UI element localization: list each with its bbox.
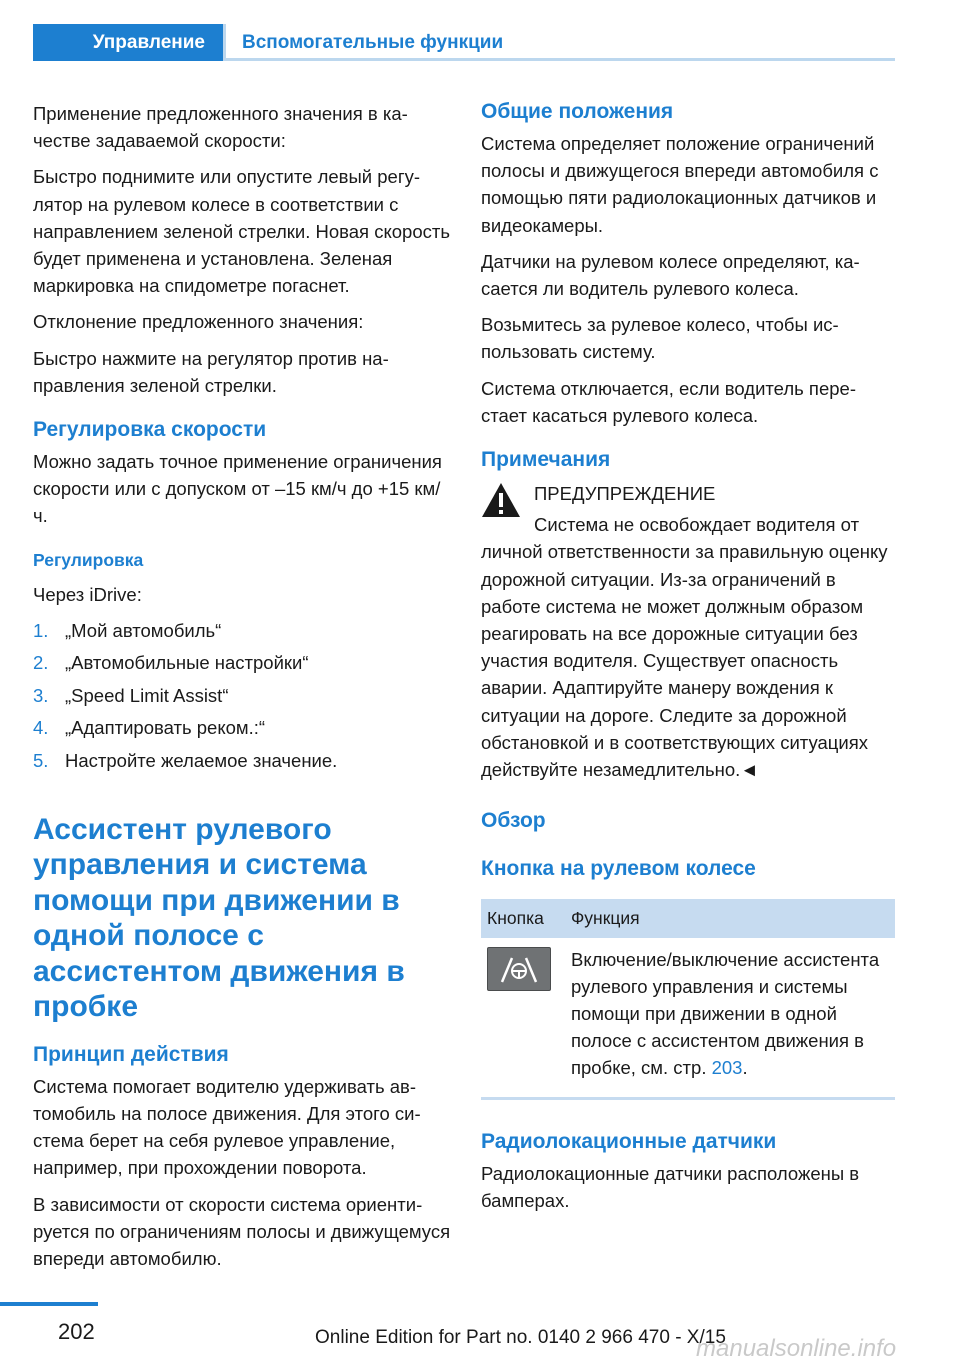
warning-block: [481, 480, 895, 783]
page-number: 202: [58, 1319, 95, 1344]
table-row: [481, 938, 895, 1091]
step-text: „Автомобильные настройки“: [65, 652, 309, 674]
column-header-function: Функция: [565, 899, 895, 938]
paragraph: Система отключается, если водитель перестает касаться рулевого колеса.: [481, 377, 856, 426]
heading-regulation: Регулировка: [33, 549, 144, 570]
list-item: [33, 650, 453, 676]
step-number: 3.: [33, 684, 49, 706]
header-separator: [223, 24, 226, 61]
step-number: 4.: [33, 717, 49, 739]
paragraph: В зависимости от скорости система ориентируется по ограничениям полосы и движущемуся впереди автомобилю.: [33, 1193, 451, 1270]
header-rule: [223, 58, 895, 61]
step-text: „Мой автомобиль“: [65, 619, 222, 641]
step-text: „Адаптировать реком.:“: [65, 717, 266, 739]
paragraph: Применение предложенного значения в качестве задаваемой скорости:: [33, 103, 408, 152]
section-tab-auxiliary[interactable]: Вспомогательные функции: [242, 31, 504, 53]
table-header-row: [481, 899, 895, 938]
edition-note: Online Edition for Part no. 0140 2 966 470 - X/15: [315, 1327, 726, 1348]
list-item: [33, 748, 453, 774]
heading-notes: Примечания: [481, 448, 611, 472]
function-text: Включение/выключение ассистента рулевого управления и системы помощи при движении в одной полосе с ассистентом движения в пробке, см. стр.: [571, 949, 880, 1079]
table-bottom-rule: [481, 1097, 895, 1100]
watermark: manualsonline.info: [696, 1335, 897, 1362]
paragraph: Радиолокационные датчики расположены в бамперах.: [481, 1163, 860, 1212]
paragraph: Отклонение предложенного значения:: [33, 311, 364, 333]
section-tab-control[interactable]: [33, 24, 223, 61]
paragraph: Возьмитесь за рулевое колесо, чтобы использовать систему.: [481, 314, 839, 363]
chapter-title: Ассистент рулевого управления и система помощи при движении в одной полосе с ассистентом движения в пробке: [33, 812, 405, 1024]
heading-principle: Принцип действия: [33, 1042, 229, 1066]
function-text-end: .: [742, 1057, 748, 1079]
list-item: [33, 715, 453, 741]
lane-steering-icon: [488, 948, 550, 990]
step-number: 2.: [33, 652, 49, 674]
heading-radar: Радиолокационные датчики: [481, 1130, 777, 1154]
steering-assistant-button-icon: [487, 947, 551, 991]
paragraph: Система определяет положение ограничений полосы и движущегося впереди автомобиля с помощью пяти радиолокационных датчиков и видеокамеры.: [481, 133, 879, 236]
heading-overview: Обзор: [481, 809, 546, 833]
page-reference-link[interactable]: 203: [711, 1057, 743, 1079]
step-text: Настройте желаемое значение.: [65, 749, 338, 771]
step-number: 1.: [33, 619, 49, 641]
heading-general: Общие положения: [481, 100, 674, 123]
warning-title: ПРЕДУПРЕЖДЕНИЕ: [534, 483, 716, 505]
paragraph: Быстро нажмите на регулятор против направления зеленой стрелки.: [33, 347, 389, 396]
idrive-steps-list: [33, 618, 453, 774]
column-header-button: Кнопка: [481, 899, 565, 938]
paragraph: Можно задать точное применение ограничения скорости или с допуском от –15 км/ч до +15 км/ч.: [33, 451, 442, 527]
warning-triangle-icon: [481, 482, 521, 518]
warning-text: личной ответственности за правильную оценку дорожной ситуации. Из-за ограничений в работе система не может должным образом реагировать на все дорожные ситуации без участия водителя. Существует опасность аварии. Адаптируйте манеру вождения к ситуации на дороге. Следите за дорожной обстановкой и в соответствующих ситуациях действуйте незамедлительно.◄: [481, 541, 888, 781]
function-cell: [565, 938, 895, 1091]
right-column: [481, 100, 895, 1224]
paragraph: Система помогает водителю удерживать автомобиль на полосе движения. Для этого система берет на себя рулевое управление, например, при прохождении поворота.: [33, 1075, 421, 1179]
footer-rule: [0, 1302, 98, 1306]
warning-text-first-line: Система не освобождает водителя от: [534, 514, 860, 536]
button-cell: [481, 938, 565, 1091]
step-text: „Speed Limit Assist“: [65, 684, 229, 706]
section-tab-control-label: Управление: [92, 31, 205, 53]
heading-steering-button: Кнопка на рулевом колесе: [481, 857, 756, 881]
heading-speed-regulation: Регулировка скорости: [33, 418, 267, 442]
list-item: [33, 683, 453, 709]
list-item: [33, 618, 453, 644]
step-number: 5.: [33, 749, 49, 771]
button-function-table: [481, 899, 895, 1091]
paragraph: Быстро поднимите или опустите левый регулятор на рулевом колесе в соответствии с направлением зеленой стрелки. Новая скорость будет применена и установлена. Зеленая маркировка на спидометре погаснет.: [33, 166, 450, 297]
paragraph: Через iDrive:: [33, 583, 142, 605]
left-column: [33, 100, 453, 1281]
paragraph: Датчики на рулевом колесе определяют, касается ли водитель рулевого колеса.: [481, 250, 860, 300]
